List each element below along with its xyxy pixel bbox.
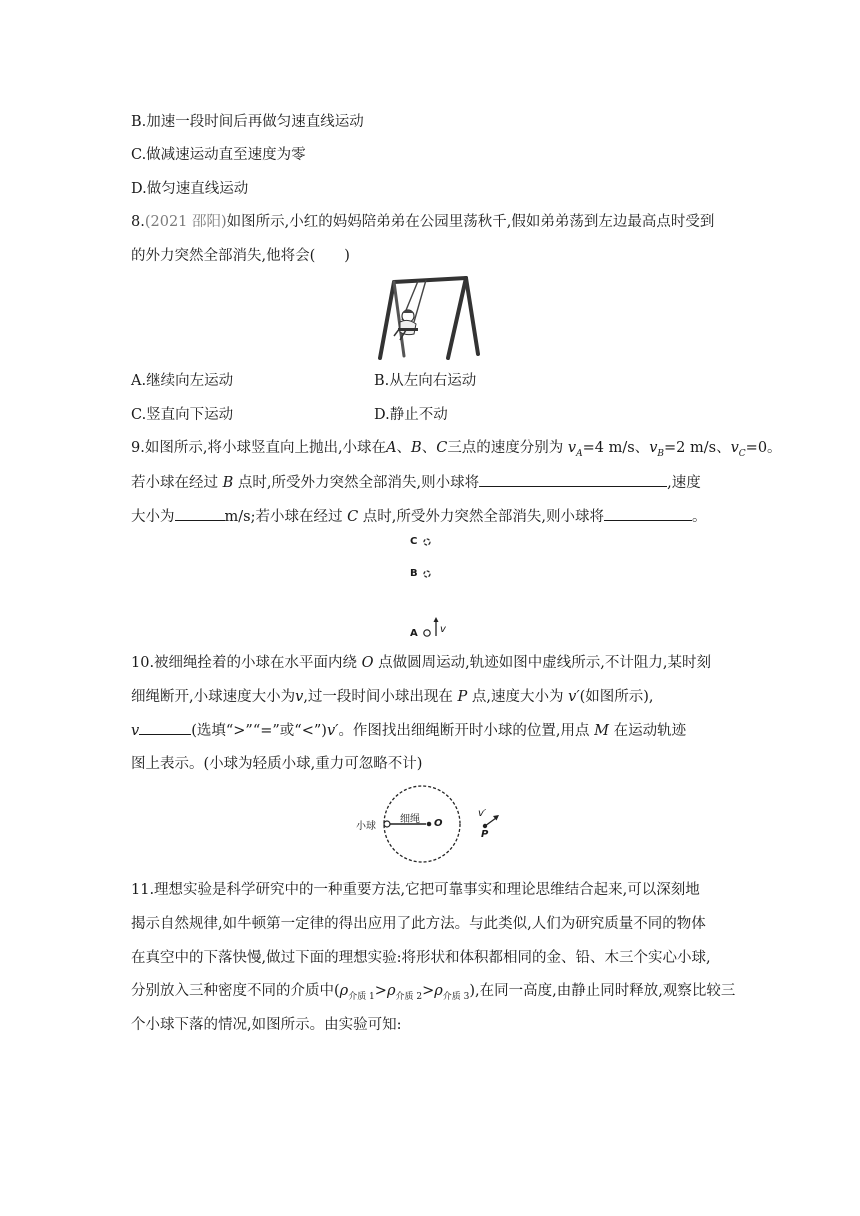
- velocity-v: v: [131, 723, 140, 739]
- point-o: O: [361, 655, 374, 671]
- q10-line-2: [131, 687, 654, 707]
- point-c: C: [347, 509, 359, 525]
- velocity-v: v: [295, 689, 304, 705]
- label-p: P: [481, 829, 489, 840]
- q10-text: 点,速度大小为: [471, 689, 564, 705]
- q10-answer-blank[interactable]: [139, 720, 191, 735]
- label-a: A: [410, 628, 418, 639]
- q8-option-d: D.静止不动: [374, 407, 448, 423]
- q9-text: ,速度: [667, 475, 701, 491]
- q9-line-1: [131, 438, 782, 464]
- velocity-v-prime: v′: [326, 723, 339, 739]
- label-v: v: [440, 624, 446, 635]
- q10-line-3: [131, 720, 686, 741]
- point-a: A: [386, 440, 397, 456]
- ball-b-icon: [422, 569, 432, 579]
- q11-line-3: 在真空中的下落快慢,做过下面的理想实验:将形状和体积都相同的金、铅、木三个实心小球,: [131, 950, 711, 966]
- q9-text: 三点的速度分别为: [447, 440, 564, 456]
- label-o: O: [434, 818, 443, 829]
- q10-text: 细绳断开,小球速度大小为: [131, 689, 296, 705]
- velocity-symbol: v: [730, 440, 739, 456]
- q8-source: (2021 邵阳): [144, 214, 227, 230]
- q9-text: 若小球在经过: [131, 475, 218, 491]
- q10-line-4: 图上表示。(小球为轻质小球,重力可忽略不计): [131, 756, 423, 772]
- point-b: B: [411, 440, 422, 456]
- q11-text: ),在同一高度,由静止同时释放,观察比较三: [469, 983, 736, 999]
- q11-line-2: 揭示自然规律,如牛顿第一定律的得出应用了此方法。与此类似,人们为研究质量不同的物体: [131, 916, 706, 932]
- q8-option-b: B.从左向右运动: [374, 373, 477, 389]
- velocity-symbol: v: [567, 440, 577, 456]
- q9-text: m/s;若小球在经过: [224, 509, 343, 525]
- q10-text: 。作图找出细绳断开时小球的位置,用点: [338, 723, 590, 739]
- q8-text-1: 如图所示,小红的妈妈陪弟弟在公园里荡秋千,假如弟弟荡到左边最高点时受到: [226, 214, 715, 230]
- q7-option-b: B.加速一段时间后再做匀速直线运动: [131, 114, 364, 130]
- velocity-c-value: =0。: [745, 440, 782, 456]
- density-symbol: ρ: [339, 983, 349, 999]
- velocity-v-prime: v′: [568, 689, 580, 705]
- q9-answer-blank-1[interactable]: [479, 472, 667, 487]
- label-v-prime: v′: [478, 808, 487, 819]
- q8-line-1: [131, 212, 714, 232]
- point-p: P: [457, 689, 468, 705]
- greater-than: >: [422, 983, 435, 999]
- separator: 、: [421, 440, 437, 456]
- velocity-b-value: =2 m/s、: [664, 440, 731, 456]
- density-subscript-3: 介质 3: [442, 991, 470, 1002]
- q9-text: 点时,所受外力突然全部消失,则小球将: [237, 475, 480, 491]
- q9-text: 。: [692, 509, 707, 525]
- q10-text: 在运动轨迹: [613, 723, 687, 739]
- swing-figure: [366, 272, 494, 364]
- q10-line-1: [131, 653, 711, 673]
- q8-number: 8.: [131, 214, 145, 230]
- q9-line-2: [131, 472, 701, 493]
- q11-line-5: 个小球下落的情况,如图所示。由实验可知:: [131, 1017, 402, 1033]
- q9-answer-blank-3[interactable]: [604, 506, 692, 521]
- density-symbol: ρ: [434, 983, 443, 999]
- q8-option-a: A.继续向左运动: [131, 373, 234, 389]
- circular-motion-figure: [354, 782, 514, 864]
- q11-line-4: [131, 981, 735, 1007]
- label-b: B: [410, 568, 418, 579]
- q11-text: 分别放入三种密度不同的介质中(: [131, 983, 340, 999]
- density-symbol: ρ: [386, 983, 396, 999]
- q11-line-1: 11.理想实验是科学研究中的一种重要方法,它把可靠事实和理论思维结合起来,可以深刻地: [131, 882, 700, 898]
- q10-text: 点做圆周运动,轨迹如图中虚线所示,不计阻力,某时刻: [378, 655, 711, 671]
- q10-text: ,过一段时间小球出现在: [303, 689, 453, 705]
- q8-line-2: 的外力突然全部消失,他将会( ): [131, 248, 350, 264]
- point-b: B: [222, 475, 234, 491]
- q7-option-c: C.做减速运动直至速度为零: [131, 147, 306, 163]
- velocity-a-value: =4 m/s、: [582, 440, 650, 456]
- q9-text: 点时,所受外力突然全部消失,则小球将: [362, 509, 605, 525]
- velocity-subscript-b: B: [657, 448, 665, 459]
- q9-text: 9.如图所示,将小球竖直向上抛出,小球在: [131, 440, 387, 456]
- point-m: M: [594, 723, 610, 739]
- q7-option-d: D.做匀速直线运动: [131, 181, 249, 197]
- label-rope: 细绳: [400, 814, 420, 825]
- velocity-symbol: v: [649, 440, 658, 456]
- density-subscript-2: 介质 2: [395, 991, 423, 1002]
- density-subscript-1: 介质 1: [348, 991, 375, 1002]
- q10-text: 10.被细绳拴着的小球在水平面内绕: [131, 655, 358, 671]
- velocity-subscript-a: A: [576, 448, 583, 459]
- q9-answer-blank-2[interactable]: [175, 506, 225, 521]
- ball-c-icon: [422, 537, 432, 547]
- toss-figure: [404, 534, 454, 644]
- separator: 、: [396, 440, 412, 456]
- q9-line-3: [131, 506, 707, 527]
- label-ball: 小球: [356, 821, 376, 832]
- label-c: C: [410, 536, 418, 547]
- q10-text: (选填“>”“=”或“<”): [191, 723, 327, 739]
- q9-text: 大小为: [131, 509, 175, 525]
- point-c: C: [436, 440, 448, 456]
- velocity-subscript-c: C: [738, 448, 746, 459]
- greater-than: >: [374, 983, 387, 999]
- q10-text: (如图所示),: [579, 689, 654, 705]
- q8-option-c: C.竖直向下运动: [131, 407, 234, 423]
